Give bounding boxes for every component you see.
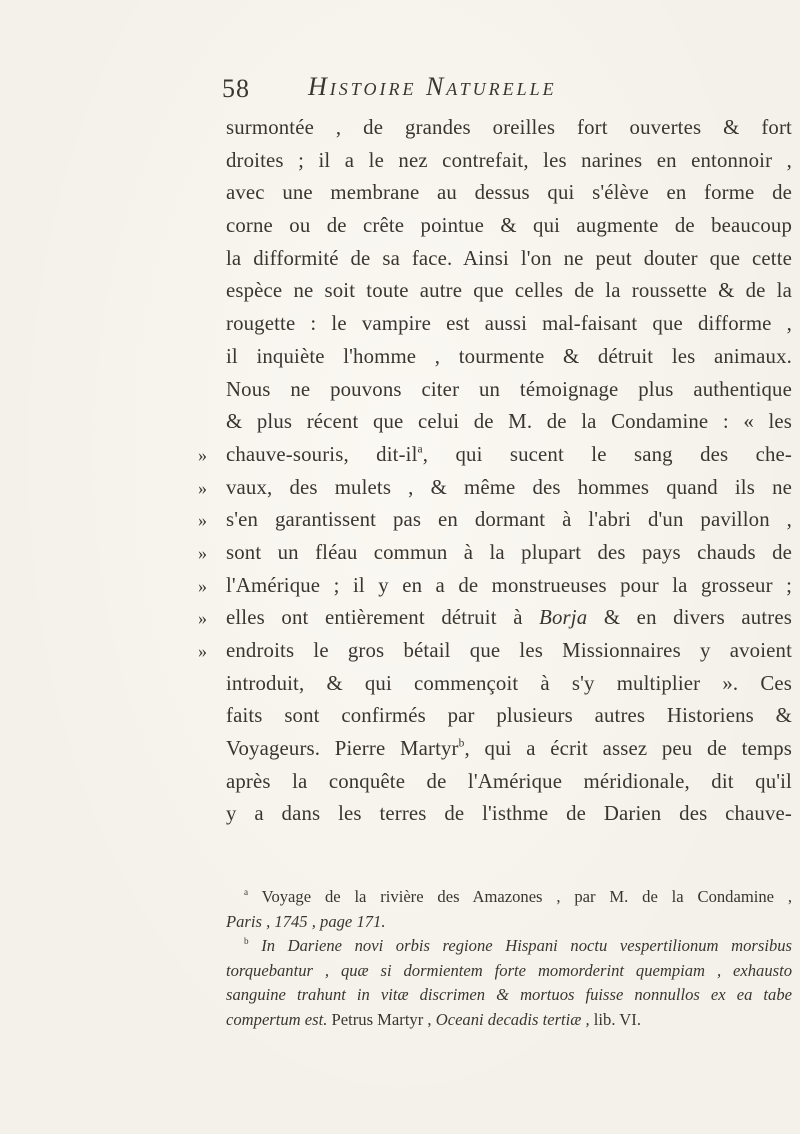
footnote-marker-b: b	[244, 936, 249, 947]
text-line: surmontée , de grandes oreilles fort ouvertes & fort	[226, 116, 792, 139]
footnotes	[226, 885, 792, 1032]
quote-text: , qui sucent le sang des che-	[422, 442, 792, 466]
text-line	[226, 733, 792, 766]
text-line: & plus récent que celui de M. de la Condamine : « les	[226, 410, 792, 434]
running-head	[222, 74, 682, 114]
quoted-line	[226, 602, 792, 635]
footnote-a	[226, 885, 792, 910]
footnote-marker-a: a	[244, 887, 249, 898]
text-line: rougette : le vampire est aussi mal-faisant que difforme ,	[226, 312, 792, 336]
footnote-quote-line: sanguine trahunt in vitæ discrimen & mortuos fuisse nonnullos ex ea tabe	[226, 985, 792, 1004]
text-segment: Voyageurs. Pierre Martyr	[226, 737, 459, 761]
text-segment: , qui a écrit assez peu de temps	[464, 737, 793, 761]
quoted-line: » endroits le gros bétail que les Missionnaires y avoient	[226, 635, 792, 668]
footnote-quote: In Dariene novi orbis regione Hispani noctu vespertilionum morsibus	[261, 936, 792, 955]
footnote-quote: compertum est.	[226, 1009, 328, 1029]
footnote-a-imprint: Paris , 1745 , page 171.	[226, 911, 386, 931]
text-line: droites ; il a le nez contrefait, les narines en entonnoir ,	[226, 148, 792, 172]
quote-text: chauve-souris, dit-il	[226, 442, 418, 466]
footnote-author: Petrus Martyr ,	[331, 1009, 432, 1029]
footnote-work: Oceani decadis tertiæ ,	[435, 1009, 590, 1029]
running-title: Histoire Naturelle	[308, 72, 557, 101]
quote-text: elles ont entièrement détruit à	[226, 606, 523, 630]
footnote-book: lib. VI.	[593, 1009, 641, 1029]
quoted-line: » vaux, des mulets , & même des hommes quand ils ne	[226, 472, 792, 505]
footnote-text: Voyage de la rivière des Amazones , par M. de la Condamine ,	[261, 887, 792, 906]
text-line: introduit, & qui commençoit à s'y multiplier ». Ces	[226, 671, 792, 695]
footnote-b-source	[226, 1008, 792, 1033]
text-line: espèce ne soit toute autre que celles de la roussette & de la	[226, 279, 792, 303]
text-line: Nous ne pouvons citer un témoignage plus authentique	[226, 377, 792, 401]
text-line: faits sont confirmés par plusieurs autres Historiens &	[226, 704, 792, 728]
page-number: 58	[222, 74, 250, 103]
place-name: Borja	[539, 606, 588, 630]
footnote-ref-b: b	[458, 737, 465, 750]
main-text	[226, 112, 792, 831]
text-line: avec une membrane au dessus qui s'élève en forme de	[226, 181, 792, 205]
text-line: la difformité de sa face. Ainsi l'on ne peut douter que cette	[226, 246, 792, 270]
quoted-line	[226, 439, 792, 472]
quoted-line: » s'en garantissent pas en dormant à l'abri d'un pavillon ,	[226, 504, 792, 537]
text-line: y a dans les terres de l'isthme de Darien des chauve-	[226, 802, 792, 826]
text-line: corne ou de crête pointue & qui augmente de beaucoup	[226, 214, 792, 238]
quote-text: & en divers autres	[603, 606, 792, 630]
text-line: après la conquête de l'Amérique méridionale, dit qu'il	[226, 769, 792, 793]
quoted-line: » sont un fléau commun à la plupart des pays chauds de	[226, 537, 792, 570]
footnote-ref-a: a	[417, 443, 423, 456]
text-line: il inquiète l'homme , tourmente & détruit les animaux.	[226, 344, 792, 368]
footnote-quote-line: torquebantur , quæ si dormientem forte momorderint quempiam , exhausto	[226, 960, 792, 980]
footnote-b	[226, 934, 792, 959]
quoted-line: » l'Amérique ; il y en a de monstrueuses pour la grosseur ;	[226, 570, 792, 603]
